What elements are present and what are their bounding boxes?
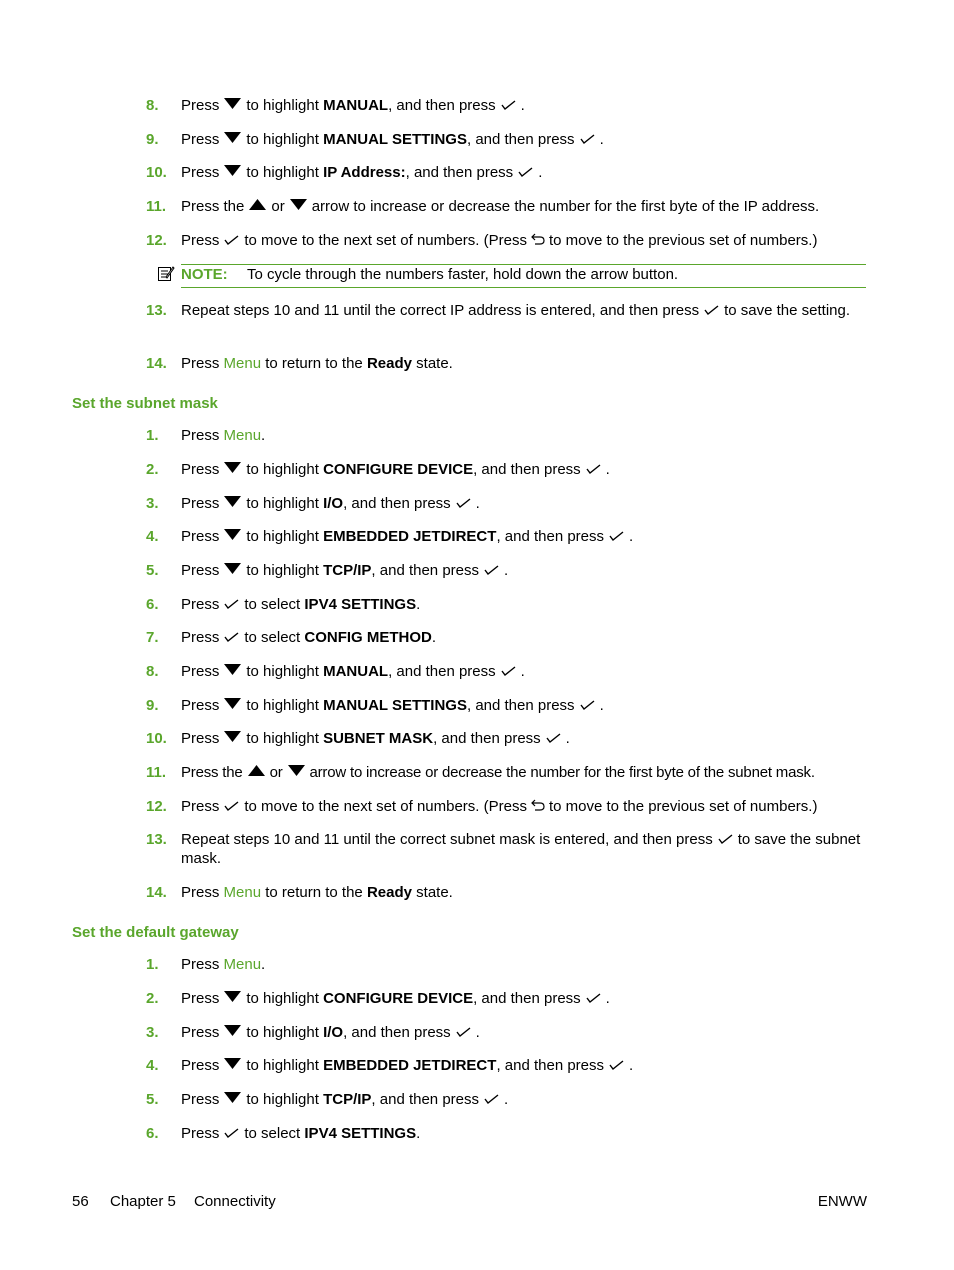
- text: to highlight: [246, 1024, 319, 1041]
- step-number: 14.: [146, 884, 167, 901]
- text-press: Press: [181, 1091, 220, 1108]
- menu-item-name: TCP/IP: [323, 562, 372, 579]
- checkmark-icon: [224, 797, 239, 816]
- step-number: 13.: [146, 302, 167, 319]
- menu-item-name: CONFIGURE DEVICE: [323, 990, 474, 1007]
- text-press: Press: [181, 956, 220, 973]
- text: to highlight: [246, 730, 319, 747]
- down-arrow-icon: [224, 96, 241, 115]
- text: .: [599, 131, 604, 148]
- back-arrow-icon: [531, 797, 545, 816]
- text: to highlight: [246, 528, 319, 545]
- text: , and then press: [473, 461, 581, 478]
- text: , and then press: [343, 495, 451, 512]
- step-text: [181, 763, 871, 782]
- text-press: Press: [181, 131, 220, 148]
- menu-item-name: I/O: [323, 1024, 344, 1041]
- step-number: 5.: [146, 562, 159, 579]
- down-arrow-icon: [224, 561, 241, 580]
- down-arrow-icon: [224, 1090, 241, 1109]
- step-number: 11.: [146, 764, 167, 781]
- step-text: [181, 231, 871, 250]
- step-number: 6.: [146, 596, 159, 613]
- step-text: [181, 96, 871, 115]
- down-arrow-icon: [290, 197, 307, 216]
- step-number: 12.: [146, 798, 167, 815]
- checkmark-icon: [718, 830, 733, 849]
- down-arrow-icon: [224, 494, 241, 513]
- step-text: [181, 130, 871, 149]
- step-number: 2.: [146, 461, 159, 478]
- text-press: Press: [181, 1057, 220, 1074]
- menu-item-name: MANUAL SETTINGS: [323, 697, 467, 714]
- down-arrow-icon: [224, 729, 241, 748]
- step-text: [181, 595, 871, 614]
- text-press: Press: [181, 697, 220, 714]
- text: , and then press: [371, 1091, 479, 1108]
- text: .: [629, 1057, 634, 1074]
- down-arrow-icon: [224, 130, 241, 149]
- text-press: Press: [181, 427, 220, 444]
- text: Press the: [181, 764, 243, 781]
- checkmark-icon: [609, 527, 624, 546]
- checkmark-icon: [456, 1023, 471, 1042]
- checkmark-icon: [586, 460, 601, 479]
- text: .: [538, 164, 543, 181]
- text: to select: [244, 1125, 301, 1142]
- text: .: [599, 697, 604, 714]
- menu-item-name: TCP/IP: [323, 1091, 372, 1108]
- step-text: [181, 989, 871, 1008]
- text: .: [431, 629, 437, 646]
- text: .: [475, 1024, 480, 1041]
- step-number: 10.: [146, 164, 167, 181]
- step-text: [181, 197, 871, 216]
- step-text: [181, 696, 871, 715]
- text: to move to the previous set of numbers.): [548, 798, 818, 815]
- checkmark-icon: [484, 1090, 499, 1109]
- step-text: [181, 628, 871, 647]
- step-number: 8.: [146, 97, 159, 114]
- text-press: Press: [181, 562, 220, 579]
- menu-item-name: CONFIGURE DEVICE: [323, 461, 474, 478]
- text: to highlight: [246, 495, 319, 512]
- text: Repeat steps 10 and 11 until the correct IP address is entered, and then press: [181, 302, 700, 319]
- text-press: Press: [181, 1125, 220, 1142]
- step-number: 13.: [146, 831, 167, 848]
- text-press: Press: [181, 232, 220, 249]
- text: to highlight: [246, 164, 319, 181]
- step-text: [181, 527, 871, 546]
- note-label: NOTE:: [181, 266, 228, 283]
- text: , and then press: [496, 528, 605, 545]
- text-press: Press: [181, 495, 220, 512]
- step-text: [181, 729, 871, 748]
- menu-button-label: Menu: [223, 427, 262, 444]
- step-number: 4.: [146, 1057, 159, 1074]
- menu-button-label: Menu: [223, 956, 262, 973]
- checkmark-icon: [546, 729, 561, 748]
- step-text: [181, 883, 871, 902]
- text: to highlight: [246, 663, 319, 680]
- text: .: [416, 1125, 421, 1142]
- text-press: Press: [181, 164, 220, 181]
- step-number: 7.: [146, 629, 159, 646]
- text: to return to the: [265, 884, 363, 901]
- step-number: 8.: [146, 663, 159, 680]
- chapter-title: Connectivity: [194, 1193, 276, 1210]
- step-number: 2.: [146, 990, 159, 1007]
- section-heading: Set the default gateway: [72, 924, 239, 941]
- checkmark-icon: [586, 989, 601, 1008]
- checkmark-icon: [224, 628, 239, 647]
- menu-item-name: IP Address:: [323, 164, 406, 181]
- menu-item-name: IPV4 SETTINGS: [304, 1125, 417, 1142]
- footer-right-label: ENWW: [817, 1193, 867, 1210]
- text: , and then press: [343, 1024, 451, 1041]
- step-number: 14.: [146, 355, 167, 372]
- menu-item-name: EMBEDDED JETDIRECT: [323, 528, 497, 545]
- menu-item-name: I/O: [323, 495, 344, 512]
- checkmark-icon: [580, 130, 595, 149]
- step-number: 9.: [146, 131, 159, 148]
- down-arrow-icon: [224, 989, 241, 1008]
- step-number: 4.: [146, 528, 159, 545]
- down-arrow-icon: [224, 662, 241, 681]
- step-text: [181, 426, 871, 445]
- ready-label: Ready: [366, 355, 412, 372]
- text: state.: [416, 884, 453, 901]
- text: Repeat steps 10 and 11 until the correct subnet mask is entered, and then press: [181, 831, 713, 848]
- down-arrow-icon: [224, 163, 241, 182]
- text: , and then press: [433, 730, 541, 747]
- section-heading: Set the subnet mask: [72, 395, 218, 412]
- step-number: 10.: [146, 730, 167, 747]
- back-arrow-icon: [531, 231, 545, 250]
- checkmark-icon: [609, 1056, 624, 1075]
- text: Press the: [181, 198, 245, 215]
- chapter-label: Chapter 5: [110, 1193, 176, 1210]
- text: , and then press: [466, 131, 575, 148]
- text: .: [261, 427, 266, 444]
- step-number: 11.: [146, 198, 167, 215]
- text: , and then press: [466, 697, 575, 714]
- text: .: [565, 730, 570, 747]
- step-number: 3.: [146, 1024, 159, 1041]
- text-press: Press: [181, 798, 220, 815]
- menu-item-name: EMBEDDED JETDIRECT: [323, 1057, 497, 1074]
- step-text: [181, 1023, 871, 1042]
- menu-item-name: MANUAL SETTINGS: [323, 131, 467, 148]
- text: to select: [244, 629, 301, 646]
- text: , and then press: [388, 663, 496, 680]
- step-number: 1.: [146, 956, 159, 973]
- text: to highlight: [246, 1091, 319, 1108]
- text: .: [504, 562, 509, 579]
- step-text: [181, 494, 871, 513]
- note-icon: [157, 265, 175, 286]
- down-arrow-icon: [224, 460, 241, 479]
- step-number: 1.: [146, 427, 159, 444]
- text-press: Press: [181, 97, 220, 114]
- text: , and then press: [388, 97, 496, 114]
- text: to highlight: [246, 97, 319, 114]
- checkmark-icon: [224, 1124, 239, 1143]
- down-arrow-icon: [224, 527, 241, 546]
- text-press: Press: [181, 1024, 220, 1041]
- step-text: [181, 301, 867, 320]
- text-press: Press: [181, 461, 220, 478]
- text-or: or: [269, 764, 283, 781]
- down-arrow-icon: [288, 763, 305, 782]
- checkmark-icon: [501, 96, 516, 115]
- down-arrow-icon: [224, 1023, 241, 1042]
- text: arrow to increase or decrease the number for the first byte of the subnet mask.: [309, 764, 815, 781]
- up-arrow-icon: [249, 197, 266, 216]
- step-number: 9.: [146, 697, 159, 714]
- checkmark-icon: [580, 696, 595, 715]
- step-text: [181, 1124, 871, 1143]
- checkmark-icon: [704, 301, 719, 320]
- text-press: Press: [181, 596, 220, 613]
- page-number: 56: [72, 1193, 89, 1210]
- checkmark-icon: [518, 163, 533, 182]
- text: , and then press: [473, 990, 581, 1007]
- text: , and then press: [496, 1057, 605, 1074]
- down-arrow-icon: [224, 1056, 241, 1075]
- step-text: [181, 460, 871, 479]
- checkmark-icon: [484, 561, 499, 580]
- step-text: [181, 662, 871, 681]
- text: .: [629, 528, 634, 545]
- step-text: [181, 163, 871, 182]
- text-press: Press: [181, 730, 220, 747]
- text-press: Press: [181, 884, 220, 901]
- text: to highlight: [246, 990, 319, 1007]
- text: to move to the previous set of numbers.): [548, 232, 818, 249]
- text-press: Press: [181, 629, 220, 646]
- text: to highlight: [246, 131, 319, 148]
- step-number: 12.: [146, 232, 167, 249]
- note-text: To cycle through the numbers faster, hold down the arrow button.: [247, 266, 679, 283]
- step-text: [181, 1090, 871, 1109]
- up-arrow-icon: [248, 763, 265, 782]
- menu-item-name: MANUAL: [323, 97, 389, 114]
- menu-item-name: CONFIG METHOD: [304, 629, 432, 646]
- step-text: [181, 955, 871, 974]
- step-text: [181, 561, 871, 580]
- menu-button-label: Menu: [223, 884, 262, 901]
- text: .: [475, 495, 480, 512]
- checkmark-icon: [501, 662, 516, 681]
- menu-item-name: MANUAL: [323, 663, 389, 680]
- text: to select: [244, 596, 301, 613]
- text: .: [261, 956, 266, 973]
- step-text: [181, 354, 871, 373]
- step-text: [181, 830, 867, 868]
- text: .: [605, 990, 610, 1007]
- text: state.: [416, 355, 453, 372]
- text: to highlight: [246, 461, 319, 478]
- text: , and then press: [405, 164, 514, 181]
- text: to save the: [724, 302, 798, 319]
- text: .: [520, 97, 525, 114]
- text: setting.: [801, 302, 851, 319]
- text: to return to the: [265, 355, 363, 372]
- ready-label: Ready: [366, 884, 412, 901]
- text: .: [520, 663, 525, 680]
- text: subnet mask.: [181, 831, 861, 867]
- text: .: [605, 461, 610, 478]
- text: , and then press: [371, 562, 479, 579]
- step-number: 5.: [146, 1091, 159, 1108]
- text-press: Press: [181, 663, 220, 680]
- step-text: [181, 1056, 871, 1075]
- text: arrow to increase or decrease the number for the first byte of the IP address.: [311, 198, 820, 215]
- text: to highlight: [246, 1057, 319, 1074]
- down-arrow-icon: [224, 696, 241, 715]
- menu-item-name: SUBNET MASK: [323, 730, 434, 747]
- text: .: [416, 596, 421, 613]
- checkmark-icon: [224, 595, 239, 614]
- text: .: [504, 1091, 509, 1108]
- checkmark-icon: [456, 494, 471, 513]
- text: to move to the next set of numbers. (Press: [244, 232, 527, 249]
- text: to move to the next set of numbers. (Press: [244, 798, 527, 815]
- text: to save the: [737, 831, 812, 848]
- text: to highlight: [246, 697, 319, 714]
- menu-item-name: IPV4 SETTINGS: [304, 596, 417, 613]
- text-or: or: [271, 198, 285, 215]
- step-text: [181, 797, 871, 816]
- text-press: Press: [181, 528, 220, 545]
- step-number: 3.: [146, 495, 159, 512]
- step-number: 6.: [146, 1125, 159, 1142]
- text-press: Press: [181, 990, 220, 1007]
- checkmark-icon: [224, 231, 239, 250]
- menu-button-label: Menu: [223, 355, 262, 372]
- text: to highlight: [246, 562, 319, 579]
- text-press: Press: [181, 355, 220, 372]
